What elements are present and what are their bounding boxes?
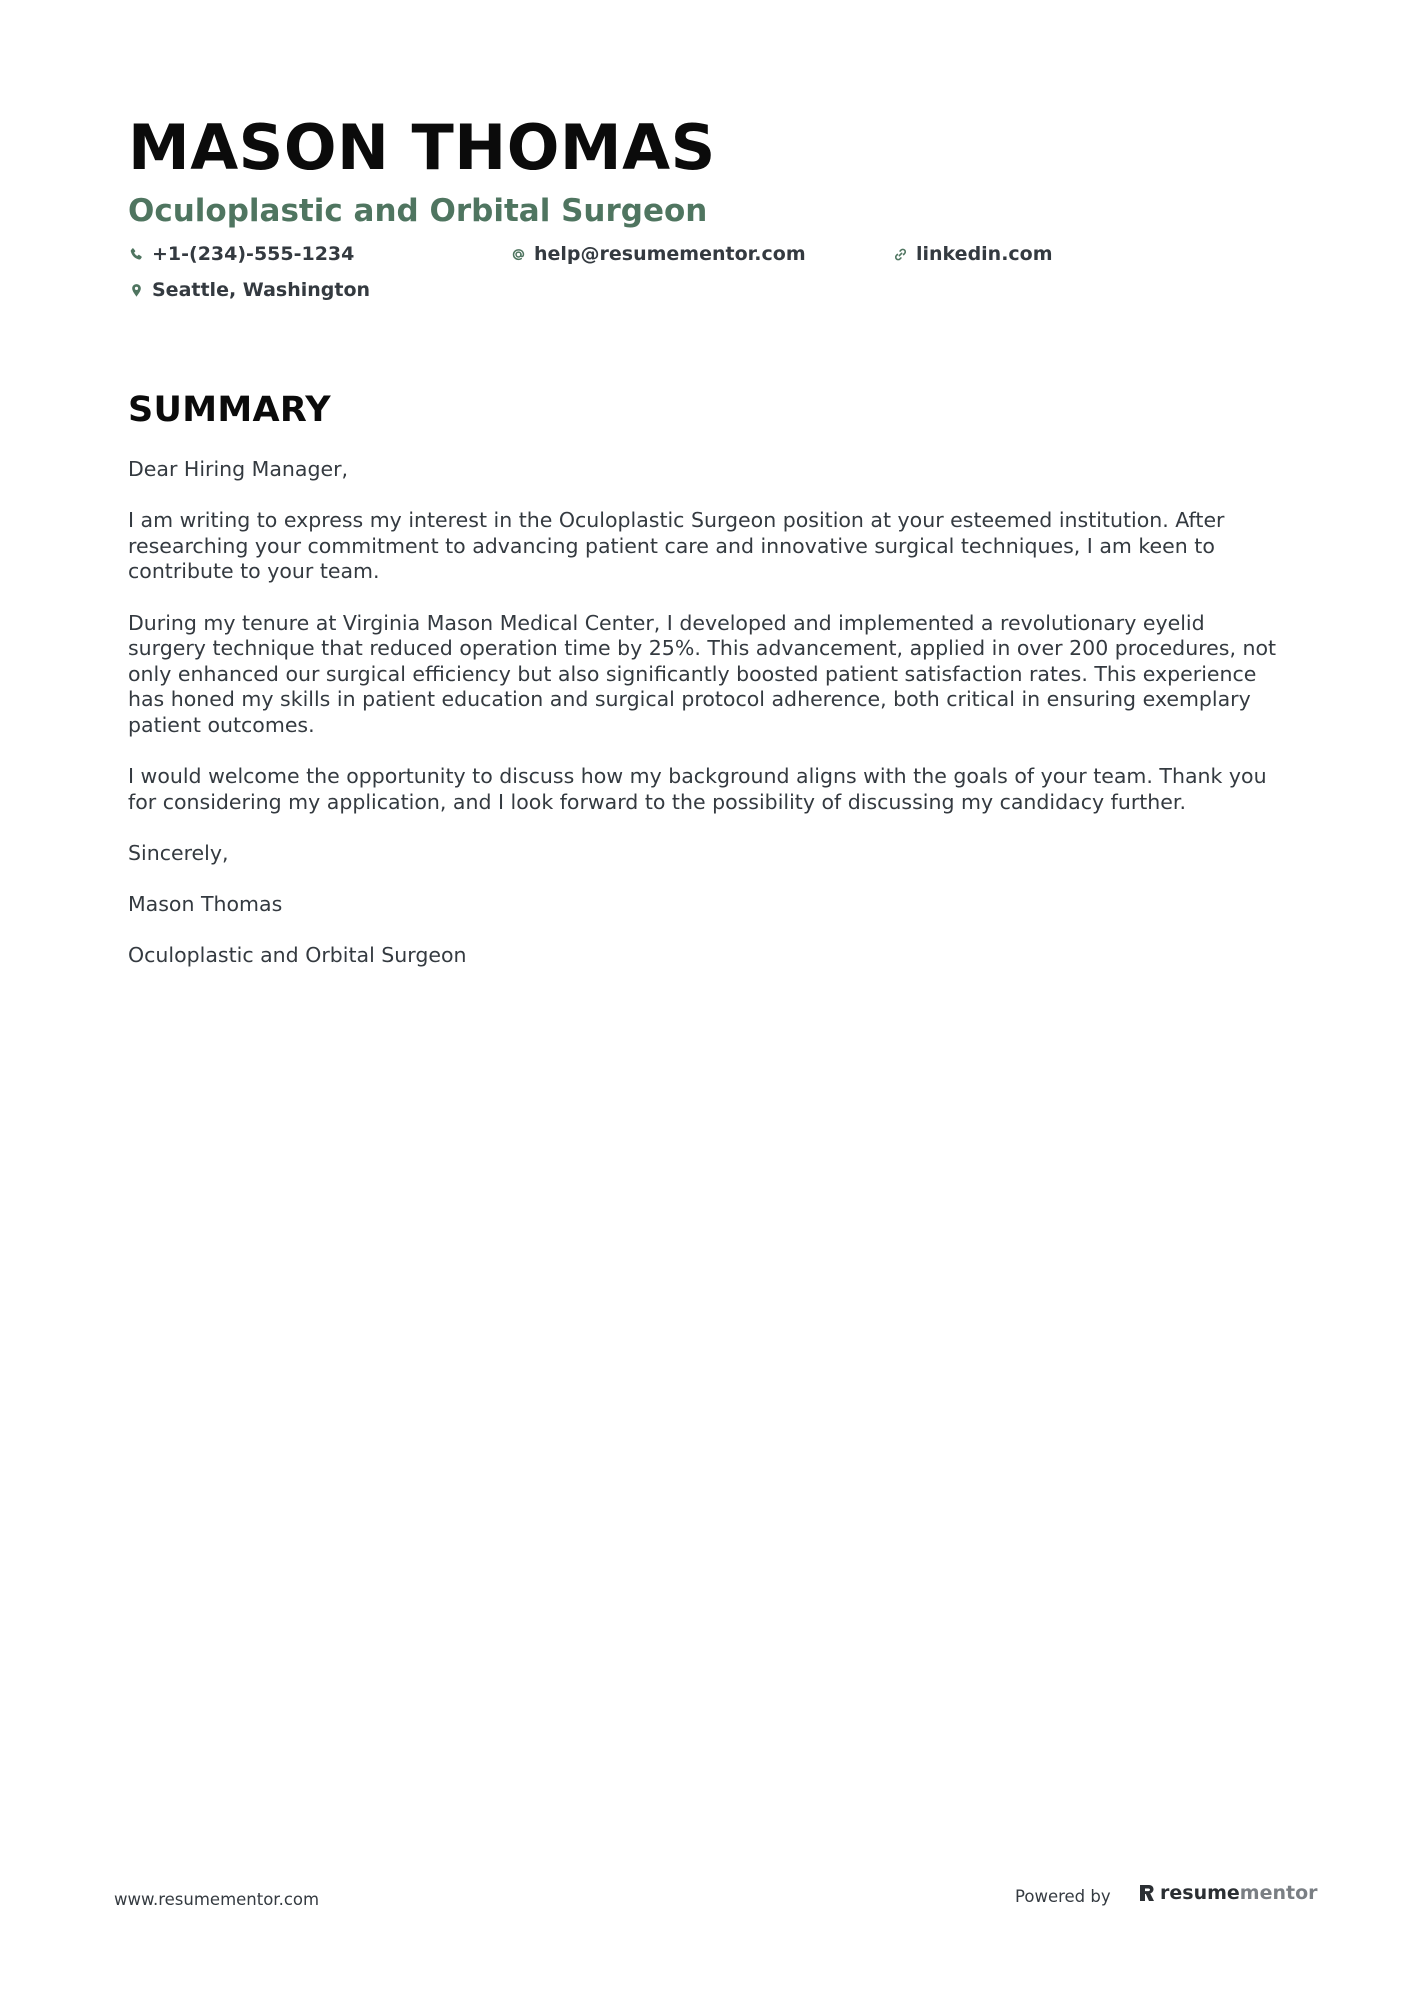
at-icon (510, 246, 526, 262)
candidate-title: Oculoplastic and Orbital Surgeon (128, 193, 708, 229)
brand-name-part1: resume (1160, 1882, 1240, 1904)
candidate-name: MASON THOMAS (128, 111, 716, 184)
contact-link (892, 241, 1053, 267)
phone-value: +1-(234)-555-1234 (152, 243, 355, 265)
link-icon (892, 246, 908, 262)
contact-email (510, 241, 806, 267)
contact-phone (128, 241, 354, 267)
phone-icon (128, 246, 144, 262)
powered-by-label: Powered by (1015, 1887, 1111, 1906)
signature-title: Oculoplastic and Orbital Surgeon (128, 943, 467, 968)
letter-paragraph: I would welcome the opportunity to discuss how my background aligns with the goals of your team. Thank you for considering my application, and I look forward to the possibility of discussing my candidacy further. (128, 764, 1267, 814)
contact-location (128, 277, 370, 303)
location-value: Seattle, Washington (152, 279, 371, 301)
brand-logo[interactable] (1138, 1882, 1318, 1904)
letter-closing: Sincerely, (128, 840, 229, 865)
signature-name: Mason Thomas (128, 892, 283, 917)
letter-paragraph: I am writing to express my interest in the Oculoplastic Surgeon position at your esteemed institution. After researching your commitment to advancing patient care and innovative surgical techniques, I am keen to contribute to your team. (128, 508, 1225, 584)
letter-greeting: Dear Hiring Manager, (128, 457, 349, 481)
resumementor-logo-icon (1138, 1882, 1156, 1904)
letter-paragraph: During my tenure at Virginia Mason Medical Center, I developed and implemented a revolutionary eyelid surgery technique that reduced operation time by 25%. This advancement, applied in over 200 procedures, not only enhanced our surgical efficiency but also significantly boosted patient satisfaction rates. This experience has honed my skills in patient education and surgical protocol adherence, both critical in ensuring exemplary patient outcomes. (128, 610, 1277, 737)
footer-website-link[interactable]: www.resumementor.com (114, 1890, 320, 1909)
section-title-summary: SUMMARY (128, 390, 331, 430)
link-value: linkedin.com (916, 243, 1053, 265)
letter-body (128, 457, 1288, 994)
email-value: help@resumementor.com (534, 243, 806, 265)
location-pin-icon (128, 282, 144, 298)
brand-name-part2: mentor (1239, 1882, 1318, 1904)
